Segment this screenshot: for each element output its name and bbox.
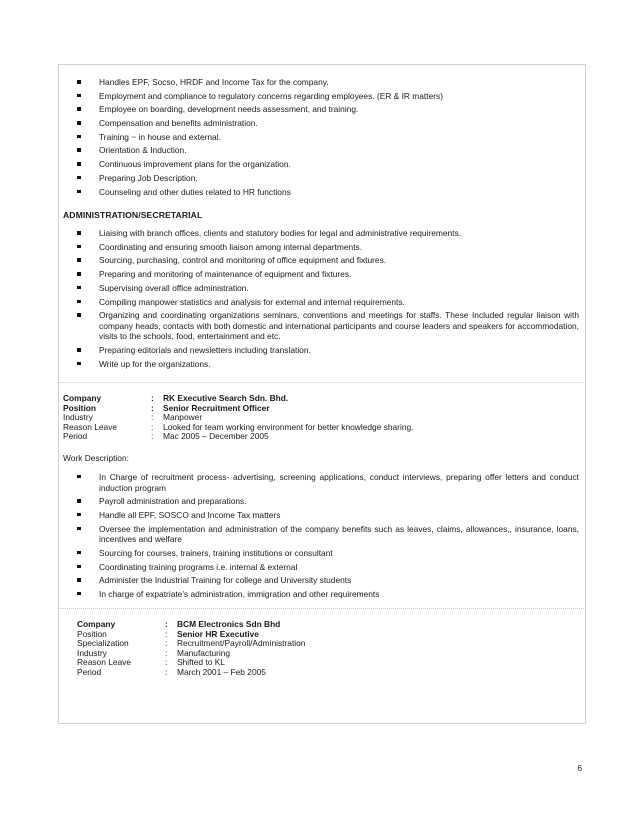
- info-row-position: [77, 630, 585, 640]
- info-key: Industry: [77, 647, 107, 658]
- list-item: Compiling manpower statistics and analysis for external and internal requirements.: [59, 297, 585, 308]
- info-row-period: [63, 432, 585, 442]
- list-item: Training ~ in house and external.: [59, 132, 585, 143]
- info-value: Looked for team working environment for better knowledge sharing.: [163, 421, 414, 432]
- list-item: Preparing and monitoring of maintenance of equipment and fixtures.: [59, 269, 585, 280]
- info-value: March 2001 – Feb 2005: [177, 666, 266, 677]
- list-item: Coordinating training programs i.e. internal & external: [59, 562, 585, 573]
- admin-duties-list: [59, 228, 585, 369]
- info-colon: :: [165, 638, 168, 649]
- work-description-label: Work Description:: [63, 452, 129, 463]
- list-item: Orientation & Induction.: [59, 145, 585, 156]
- job-bcm-electronics-section: [58, 608, 586, 724]
- list-item: Organizing and coordinating organizations seminars, conventions and meetings for staffs. These Included regular liaison with company heads, contacts with both domestic and international participants and course leaders and speakers for accommodation, visits to the schools, food, entertainment and etc.: [59, 310, 585, 342]
- list-item: Supervising overall office administration.: [59, 283, 585, 294]
- info-value: Manufacturing: [177, 647, 231, 658]
- info-colon: :: [151, 393, 154, 403]
- list-item: Liaising with branch offices, clients and statutory bodies for legal and administrative requirements.: [59, 228, 585, 239]
- info-key: Period: [77, 666, 102, 677]
- info-value: Shifted to KL: [177, 657, 225, 668]
- list-item: Administer the Industrial Training for college and University students: [59, 575, 585, 586]
- info-key: Period: [63, 431, 88, 442]
- info-row-reason-leave: [77, 658, 585, 668]
- list-item: Employee on boarding, development needs assessment, and training.: [59, 104, 585, 115]
- list-item: Compensation and benefits administration.: [59, 118, 585, 129]
- list-item: Coordinating and ensuring smooth liaison among internal departments.: [59, 242, 585, 253]
- list-item: Continuous improvement plans for the organization.: [59, 159, 585, 170]
- info-colon: :: [151, 402, 154, 413]
- job-info-table: [77, 620, 585, 678]
- work-description-list: [59, 472, 585, 600]
- list-item: In Charge of recruitment process- advertising, screening applications, conduct interviews, preparing offer letters and conduct induction program: [59, 472, 585, 493]
- list-item: Sourcing, purchasing, control and monitoring of office equipment and fixtures.: [59, 255, 585, 266]
- list-item: Preparing Job Description.: [59, 173, 585, 184]
- info-key: Position: [63, 402, 97, 413]
- list-item: Sourcing for courses, trainers, training institutions or consultant: [59, 548, 585, 559]
- list-item: Oversee the implementation and administration of the company benefits such as leaves, claims, allowances,, insurance, loans, incentives and welfare: [59, 524, 585, 545]
- info-row-specialization: [77, 639, 585, 649]
- info-key: Company: [77, 619, 116, 629]
- list-item: Handles EPF, Socso, HRDF and Income Tax for the company.: [59, 77, 585, 88]
- info-key: Position: [77, 628, 107, 639]
- resume-page-frame: [58, 64, 586, 724]
- info-value: Recruitment/Payroll/Administration: [177, 638, 306, 649]
- info-key: Company: [63, 393, 102, 403]
- info-row-position: [63, 404, 585, 414]
- list-item: Write up for the organizations.: [59, 359, 585, 370]
- info-row-period: [77, 668, 585, 678]
- info-colon: :: [165, 619, 168, 629]
- info-row-industry: [77, 649, 585, 659]
- list-item: Preparing editorials and newsletters including translation.: [59, 345, 585, 356]
- list-item: In charge of expatriate's administration, immigration and other requirements: [59, 589, 585, 600]
- info-value: Senior Recruitment Officer: [163, 402, 270, 413]
- info-colon: :: [151, 421, 154, 432]
- info-value: BCM Electronics Sdn Bhd: [177, 619, 281, 629]
- info-key: Reason Leave: [77, 657, 132, 668]
- info-colon: :: [165, 666, 168, 677]
- section-heading-admin: ADMINISTRATION/SECRETARIAL: [63, 210, 203, 221]
- list-item: Employment and compliance to regulatory concerns regarding employees. (ER & IR matters): [59, 91, 585, 102]
- info-value: Manpower: [163, 412, 203, 423]
- info-key: Reason Leave: [63, 421, 118, 432]
- info-row-reason-leave: [63, 423, 585, 433]
- info-colon: :: [165, 628, 168, 639]
- info-colon: :: [151, 431, 154, 442]
- info-colon: :: [151, 412, 154, 423]
- info-colon: :: [165, 657, 168, 668]
- info-colon: :: [165, 647, 168, 658]
- info-value: Senior HR Executive: [177, 628, 259, 639]
- list-item: Counseling and other duties related to HR functions: [59, 187, 585, 198]
- info-row-company: [77, 620, 585, 630]
- page-number: 6: [577, 763, 582, 773]
- info-value: RK Executive Search Sdn. Bhd.: [163, 393, 289, 403]
- list-item: Payroll administration and preparations.: [59, 496, 585, 507]
- info-row-company: [63, 394, 585, 404]
- info-key: Specialization: [77, 638, 129, 649]
- list-item: Handle all EPF, SOSCO and Income Tax matters: [59, 510, 585, 521]
- info-key: Industry: [63, 412, 93, 423]
- job-rk-executive-section: [58, 382, 586, 608]
- hr-duties-section: [58, 64, 586, 382]
- info-value: Mac 2005 – December 2005: [163, 431, 269, 442]
- job-info-table: [63, 394, 585, 442]
- hr-duties-list: [59, 77, 585, 197]
